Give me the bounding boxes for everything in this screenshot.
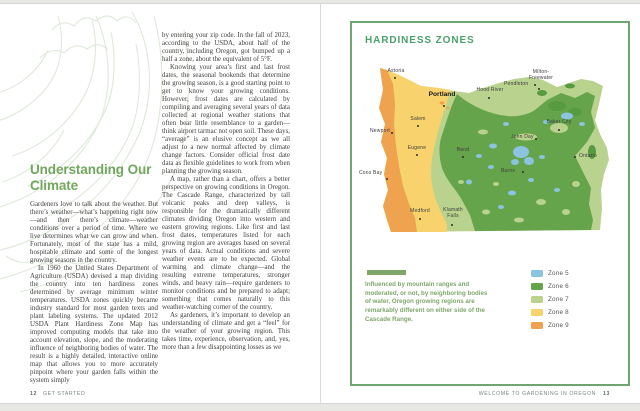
legend-label: Zone 7	[548, 296, 569, 303]
city-label-burns: Burns	[501, 168, 516, 174]
city-label-baker-city: Baker City	[546, 119, 572, 125]
city-label-newport: Newport	[370, 128, 391, 134]
body-paragraph: Gardeners love to talk about the weather. But there’s weather—what’s happening right now—and then there’s climate—weather conditions over a period of time. Where we live determines what we can grow and when. Fortunately, most of the state has a mild, hospitable climate and some of the longest growing seasons in the country.	[30, 200, 158, 264]
city-label-medford: Medford	[410, 208, 430, 214]
legend-row	[531, 319, 569, 332]
left-column	[30, 162, 158, 385]
page-footer-left	[30, 391, 85, 397]
middle-column	[162, 32, 290, 352]
city-label-coos-bay: Coos Bay	[359, 170, 383, 176]
city-label-astoria: Astoria	[387, 68, 405, 74]
body-paragraph: Knowing your area’s first and last frost dates, the seasonal bookends that determine the growing season, is a good starting point to get to know your growing conditions. However, frost dates are calculated by compiling and averaging several years of data collected at regional weather stations that often bear little resemblance to a garden—think airport tarmac not open soil. These days, “average” is an elusive concept as we all adjust to a new normal affected by climate change factors. Consider official frost date data as flexible guidelines to work from when planning the growing season.	[162, 64, 290, 175]
city-label-salem: Salem	[410, 116, 426, 122]
body-paragraph: In 1960 the United States Department of Agriculture (USDA) devised a map dividing the country into ten hardiness zones determined by average minimum winter temperatures. USDA zones quickly became industry standard for most garden texts and plant labeling systems. The updated 2012 USDA Plant Hardiness Zone Map has improved computing models that take into account elevation, slope, and the moderating influence of neighboring bodies of water. The result is a highly detailed, interactive online map that allows you to more accurately pinpoint where your garden falls within the system simply	[30, 264, 158, 384]
figure-title: HARDINESS ZONES	[365, 35, 475, 46]
section-label: WELCOME TO GARDENING IN OREGON	[478, 391, 597, 397]
oregon-hardiness-map	[359, 62, 611, 240]
legend-label: Zone 6	[548, 283, 569, 290]
body-paragraph: by entering your zip code. In the fall of 2023, according to the USDA, about half of the country, including Oregon, got bumped up a half a zone, about the equivalent of 5°F.	[162, 32, 290, 63]
legend-swatch-zone-8	[531, 309, 543, 316]
city-label-ontario: Ontario	[579, 153, 597, 159]
legend-swatch-zone-6	[531, 283, 543, 290]
city-label-milton-freewater: Milton-Freewater	[528, 69, 554, 81]
legend-label: Zone 8	[548, 309, 569, 316]
page-footer-right	[479, 391, 610, 397]
body-paragraph: A map, rather than a chart, offers a better perspective on growing conditions in Oregon. The Cascade Range, characterized by tall volcanic peaks and deep valleys, is responsible for the dramatically different climates dividing Oregon into western and eastern growing regions. Like first and last frost dates, temperatures listed for each growing region are averages based on several years of data. Actual conditions and severe weather events are to be expected. Global warming and climate change—and the resulting extreme temperatures, stronger winds, and heavy rain—require gardeners to monitor conditions and be prepared to adapt; something that comes naturally to this weather-watching corner of the country.	[162, 176, 290, 311]
page-number: 12	[30, 391, 37, 397]
legend-row	[531, 280, 569, 293]
legend-row	[531, 306, 569, 319]
map-legend	[531, 267, 569, 332]
legend-swatch-zone-7	[531, 296, 543, 303]
section-label: GET STARTED	[42, 391, 86, 397]
legend-label: Zone 9	[548, 322, 569, 329]
caption-divider-bar	[367, 270, 406, 275]
city-label-john-day: John Day	[511, 134, 534, 140]
city-label-portland: Portland	[428, 91, 456, 98]
legend-swatch-zone-9	[531, 322, 543, 329]
city-label-pendleton: Pendleton	[504, 81, 529, 87]
legend-row	[531, 293, 569, 306]
city-label-klamath-falls: Klamath Falls	[443, 207, 463, 219]
page-number: 13	[603, 391, 610, 397]
city-label-bend: Bend	[456, 147, 470, 153]
page-right	[320, 4, 640, 403]
city-label-eugene: Eugene	[407, 145, 427, 151]
legend-row	[531, 267, 569, 280]
legend-label: Zone 5	[548, 270, 569, 277]
city-label-hood-river: Hood River	[476, 87, 504, 93]
legend-swatch-zone-5	[531, 270, 543, 277]
figure-caption: Influenced by mountain ranges and moderated, or not, by neighboring bodies of water, Oregon growing regions are remarkably different on either side of the Cascade Range.	[365, 281, 488, 323]
hardiness-zones-figure	[350, 21, 630, 386]
page-left	[0, 4, 320, 403]
body-paragraph: As gardeners, it’s important to develop an understanding of climate and get a “feel” for the weather of your growing region. This takes time, experience, observation, and, yes, more than a few disappointing losses as we	[162, 312, 290, 351]
page-title: Understanding Our Climate	[30, 162, 152, 193]
book-spread	[0, 3, 640, 404]
